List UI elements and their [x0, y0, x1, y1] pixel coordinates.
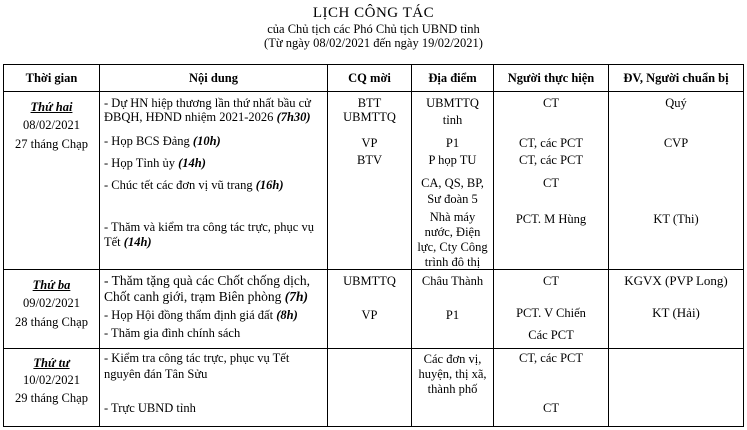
content-item: - Trực UBND tỉnh: [104, 401, 196, 415]
content-item: - Kiểm tra công tác trực, phục vụ Tết: [104, 351, 290, 365]
org-cell: [328, 270, 412, 349]
org-value: VP: [361, 136, 378, 150]
place-cell: [412, 92, 494, 270]
page-subtitle: của Chủ tịch các Phó Chủ tịch UBND tỉnh: [267, 22, 480, 36]
org-value: BTV: [357, 153, 382, 167]
content-item: - Họp BCS Đảng (10h): [104, 134, 221, 148]
lunar-label: 28 tháng Chạp: [15, 315, 88, 329]
content-item: - Họp Hội đồng thẩm định giá đất (8h): [104, 308, 298, 322]
place-value: CA, QS, BP,: [421, 176, 484, 190]
content-item: nguyên đán Tân Sửu: [104, 367, 208, 381]
org-value: BTT: [357, 96, 382, 110]
place-value: Châu Thành: [421, 274, 484, 288]
preparer-cell: [609, 92, 744, 270]
schedule-table: [3, 64, 744, 427]
content-item: - Thăm và kiểm tra công tác trực, phục vụ: [104, 220, 314, 234]
header-place: Địa điểm: [412, 65, 494, 92]
time-cell: [4, 92, 100, 270]
org-cell: [328, 349, 412, 427]
executor-value: CT, các PCT: [519, 136, 583, 150]
header-time: Thời gian: [4, 65, 100, 92]
executor-value: PCT. M Hùng: [515, 212, 587, 226]
content-item: Chốt canh giới, trạm Biên phòng (7h): [104, 289, 308, 304]
place-value: tỉnh: [442, 113, 463, 127]
header-org: CQ mời: [328, 65, 412, 92]
preparer-value: KT (Thi): [653, 212, 699, 226]
preparer-cell: [609, 349, 744, 427]
content-item: - Họp Tỉnh ủy (14h): [104, 156, 206, 170]
header-executor: Người thực hiện: [494, 65, 609, 92]
content-item: - Thăm gia đình chính sách: [104, 326, 241, 340]
content-cell: [100, 349, 328, 427]
content-item: ĐBQH, HĐND nhiệm 2021-2026 (7h30): [104, 110, 311, 124]
page-title: LỊCH CÔNG TÁC: [312, 5, 435, 21]
executor-cell: [494, 349, 609, 427]
place-value: nước, Điện: [424, 225, 481, 239]
place-value: Các đơn vị,: [423, 352, 482, 366]
lunar-label: 27 tháng Chạp: [15, 137, 88, 151]
org-value: VP: [361, 308, 378, 322]
place-value: Nhà máy: [429, 210, 476, 224]
date-label: 08/02/2021: [23, 118, 80, 132]
place-value: thành phố: [427, 382, 478, 396]
place-value: Sư đoàn 5: [427, 192, 478, 206]
place-value: P1: [445, 136, 460, 150]
place-cell: [412, 349, 494, 427]
place-value: huyện, thị xã,: [418, 367, 487, 381]
place-value: trình đô thị: [424, 255, 481, 269]
executor-value: CT, các PCT: [519, 351, 583, 365]
org-value: UBMTTQ: [343, 274, 396, 288]
content-cell: [100, 270, 328, 349]
place-cell: [412, 270, 494, 349]
executor-value: Các PCT: [528, 328, 574, 342]
place-value: UBMTTQ: [426, 96, 479, 110]
executor-value: CT, các PCT: [519, 153, 583, 167]
header-content: Nội dung: [100, 65, 328, 92]
day-label: Thứ ba: [32, 278, 71, 292]
executor-value: CT: [543, 176, 559, 190]
org-value: UBMTTQ: [343, 110, 396, 124]
lunar-label: 29 tháng Chạp: [15, 391, 88, 405]
day-label: Thứ tư: [33, 356, 70, 370]
executor-cell: [494, 270, 609, 349]
content-item: - Dự HN hiệp thương lần thứ nhất bầu cử: [104, 96, 311, 110]
content-cell: [100, 92, 328, 270]
org-cell: [328, 92, 412, 270]
table-header-row: [4, 65, 744, 92]
time-cell: [4, 349, 100, 427]
preparer-cell: [609, 270, 744, 349]
time-cell: [4, 270, 100, 349]
preparer-value: Quý: [665, 96, 687, 110]
preparer-value: KGVX (PVP Long): [624, 273, 728, 288]
executor-value: CT: [543, 96, 559, 110]
table-row: [4, 270, 744, 349]
executor-cell: [494, 92, 609, 270]
place-value: P họp TU: [428, 153, 477, 167]
table-row: [4, 349, 744, 427]
place-value: P1: [445, 308, 460, 322]
place-value: lực, Cty Công: [417, 240, 488, 254]
header-preparer: ĐV, Người chuẩn bị: [609, 65, 744, 92]
executor-value: CT: [543, 274, 559, 288]
preparer-value: CVP: [663, 136, 689, 150]
content-item: - Chúc tết các đơn vị vũ trang (16h): [104, 178, 284, 192]
date-range: (Từ ngày 08/02/2021 đến ngày 19/02/2021): [264, 36, 483, 50]
executor-value: CT: [543, 401, 559, 415]
date-label: 10/02/2021: [23, 373, 80, 387]
day-label: Thứ hai: [30, 100, 73, 114]
table-row: [4, 92, 744, 270]
content-item: - Thăm tặng quà các Chốt chống dịch,: [104, 273, 310, 288]
preparer-value: KT (Hải): [652, 305, 700, 320]
executor-value: PCT. V Chiến: [516, 306, 586, 320]
content-item: Tết (14h): [104, 235, 152, 249]
date-label: 09/02/2021: [23, 296, 80, 310]
